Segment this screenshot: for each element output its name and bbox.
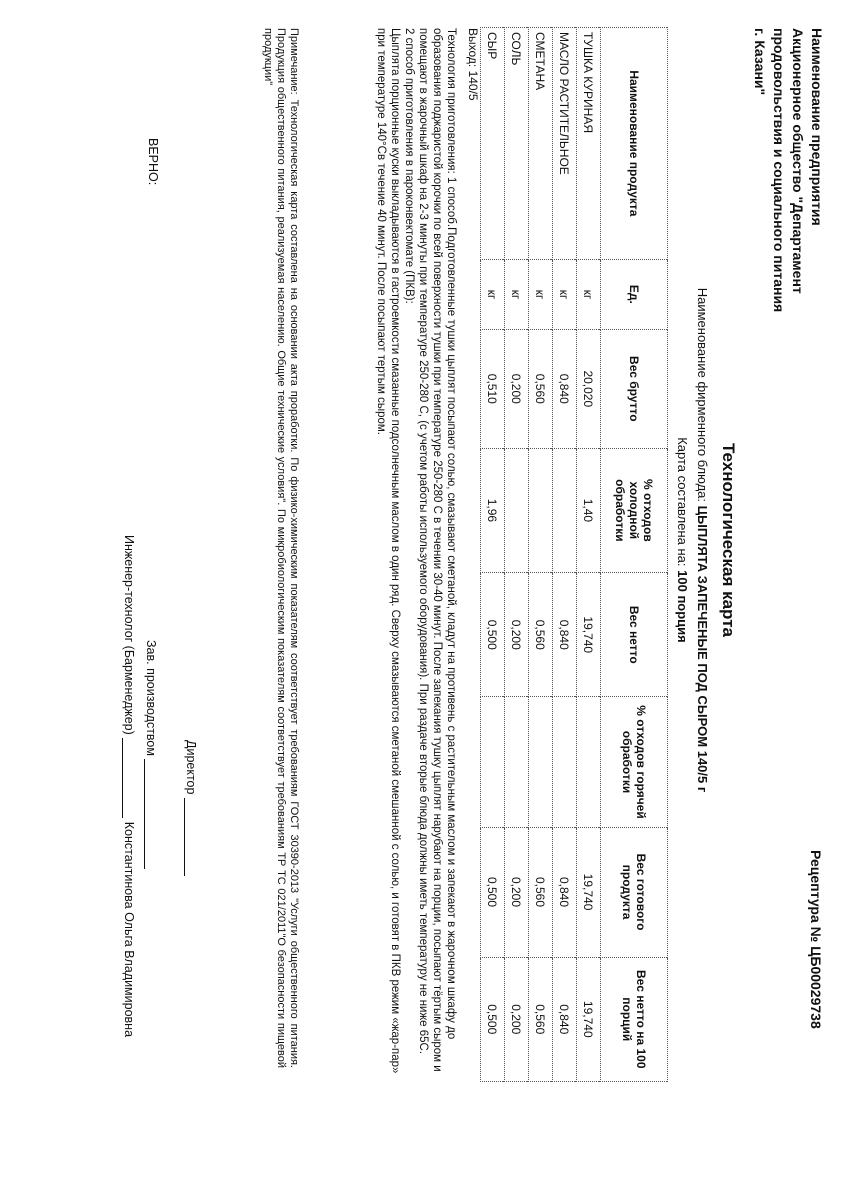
table-row — [529, 28, 553, 1082]
technology-method-1: Технология приготовления: 1 способ.Подготовленные тушки цыплят посыпают солью, смазывают сметаной, кладут на противень с растительным маслом и запекают в жарочном шкафу до образования поджаристой корочки по всей поверхности тушки при температуре 250-280 С в течении 30-40 минут. После запекания тушку цыплят нарубают на порции, посыпают тёртым сыром и помещают в жарочный шкаф на 2-3 минуты при температуре 250-280 С, (с учетом работы используемого оборудования). При раздаче вторые блюда должны иметь температуру не ниже 65С. — [417, 28, 457, 1072]
portion-line — [675, 0, 690, 1080]
director-label: Директор — [184, 740, 198, 795]
yield-text: Выход: 140/5 — [466, 28, 480, 101]
table-row — [505, 28, 529, 1082]
cell: 0,560 — [529, 827, 553, 957]
cell: кг — [481, 259, 505, 329]
cell — [553, 448, 577, 572]
page-title: Технологическая карта — [719, 442, 738, 637]
recipe-number: Рецептура № ЦБ00029738 — [808, 850, 824, 1029]
cell: 0,840 — [553, 827, 577, 957]
cell: 0,560 — [529, 957, 553, 1081]
cell — [577, 697, 601, 827]
cell: 19,740 — [577, 957, 601, 1081]
signature-line — [144, 759, 145, 869]
cell — [481, 697, 505, 827]
cell — [553, 697, 577, 827]
col-header-product: Наименование продукта — [601, 28, 668, 260]
org-name-line-1: Акционерное общество "Департамент — [790, 28, 806, 294]
cell: 1,40 — [577, 448, 601, 572]
cell: СОЛЬ — [505, 28, 529, 260]
note-text: Примечание: Технологическая карта составлена на основании акта проработки. По физико-химическим показателям соответствует требованиям ГОСТ 30390-2013 "Услуги общественного питания. Продукция общественного питания, реализуемая населению. Общие технические условия". По микробиологическим показателям соответствует требованиям ТР ТС 021/2011"О безопасности пищевой продукции" — [262, 28, 300, 1068]
cell — [529, 697, 553, 827]
cell: 0,200 — [505, 329, 529, 448]
portion-value: 100 порция — [675, 570, 690, 643]
cell: 0,500 — [481, 957, 505, 1081]
cell: 19,740 — [577, 573, 601, 697]
col-header-gross: Вес брутто — [601, 329, 668, 448]
cell — [529, 448, 553, 572]
head-label: Зав. производством — [144, 640, 158, 756]
table-row — [481, 28, 505, 1082]
cell: кг — [577, 259, 601, 329]
engineer-signature — [122, 535, 136, 1037]
cell — [505, 448, 529, 572]
cell: 20,020 — [577, 329, 601, 448]
org-name-line-2: продовольствия и социального питания — [771, 28, 787, 313]
organization-block — [750, 28, 826, 358]
director-signature — [184, 740, 198, 876]
col-header-net-100: Вес нетто на 100 порций — [601, 957, 668, 1081]
cell: 0,200 — [505, 827, 529, 957]
portion-label: Карта составлена на: — [675, 437, 690, 567]
cell: 0,840 — [553, 329, 577, 448]
technology-method-2: Цыплята порционные куски выкладываются в гастроемкости смазанные подсолнечным маслом в один ряд. Сверху смазываются сметаной смешанной с солью, и готовят в ПКВ режим «жар-пар» при температуре 140°Св течение 40 минут. После посыпают тертым сыром. — [375, 28, 401, 1074]
cell: 0,200 — [505, 957, 529, 1081]
cell: 0,840 — [553, 957, 577, 1081]
org-name-line-3: г. Казани" — [752, 28, 768, 96]
table-row — [577, 28, 601, 1082]
col-header-net: Вес нетто — [601, 573, 668, 697]
table-header-row — [601, 28, 668, 1082]
org-label: Наименование предприятия — [809, 28, 825, 226]
ingredients-table — [480, 27, 668, 1082]
verno-label: ВЕРНО: — [146, 138, 160, 186]
dish-line — [695, 0, 710, 1080]
col-header-finished: Вес готового продукта — [601, 827, 668, 957]
cell: 0,560 — [529, 573, 553, 697]
signature-line — [184, 798, 185, 876]
cell: 0,200 — [505, 573, 529, 697]
technology-method-2-title: 2 способ приготовления в пароконвектомате (ПКВ): — [403, 28, 415, 304]
table-row — [553, 28, 577, 1082]
signature-line — [122, 738, 123, 818]
col-header-hot-waste: % отходов горячей обработки — [601, 697, 668, 827]
cell: СМЕТАНА — [529, 28, 553, 260]
cell: 0,840 — [553, 573, 577, 697]
head-signature — [144, 640, 158, 869]
cell: ТУШКА КУРИНАЯ — [577, 28, 601, 260]
cell: 0,500 — [481, 573, 505, 697]
technology-block — [374, 28, 458, 1078]
cell: 1,96 — [481, 448, 505, 572]
col-header-cold-waste: % отходов холодной обработки — [601, 448, 668, 572]
engineer-label: Инженер-технолог (Барменеджер) — [122, 535, 136, 735]
cell: кг — [505, 259, 529, 329]
dish-label: Наименование фирменного блюда: — [695, 287, 710, 503]
engineer-name: Константинова Ольга Владимировна — [122, 821, 136, 1038]
cell: кг — [529, 259, 553, 329]
cell — [505, 697, 529, 827]
cell: МАСЛО РАСТИТЕЛЬНОЕ — [553, 28, 577, 260]
cell: 0,510 — [481, 329, 505, 448]
dish-name: ЦЫПЛЯТА ЗАПЕЧЕНЫЕ ПОД СЫРОМ 140/5 г — [695, 505, 710, 793]
cell: 19,740 — [577, 827, 601, 957]
cell: 0,560 — [529, 329, 553, 448]
cell: СЫР — [481, 28, 505, 260]
cell: 0,500 — [481, 827, 505, 957]
col-header-unit: Ед. — [601, 259, 668, 329]
cell: кг — [553, 259, 577, 329]
